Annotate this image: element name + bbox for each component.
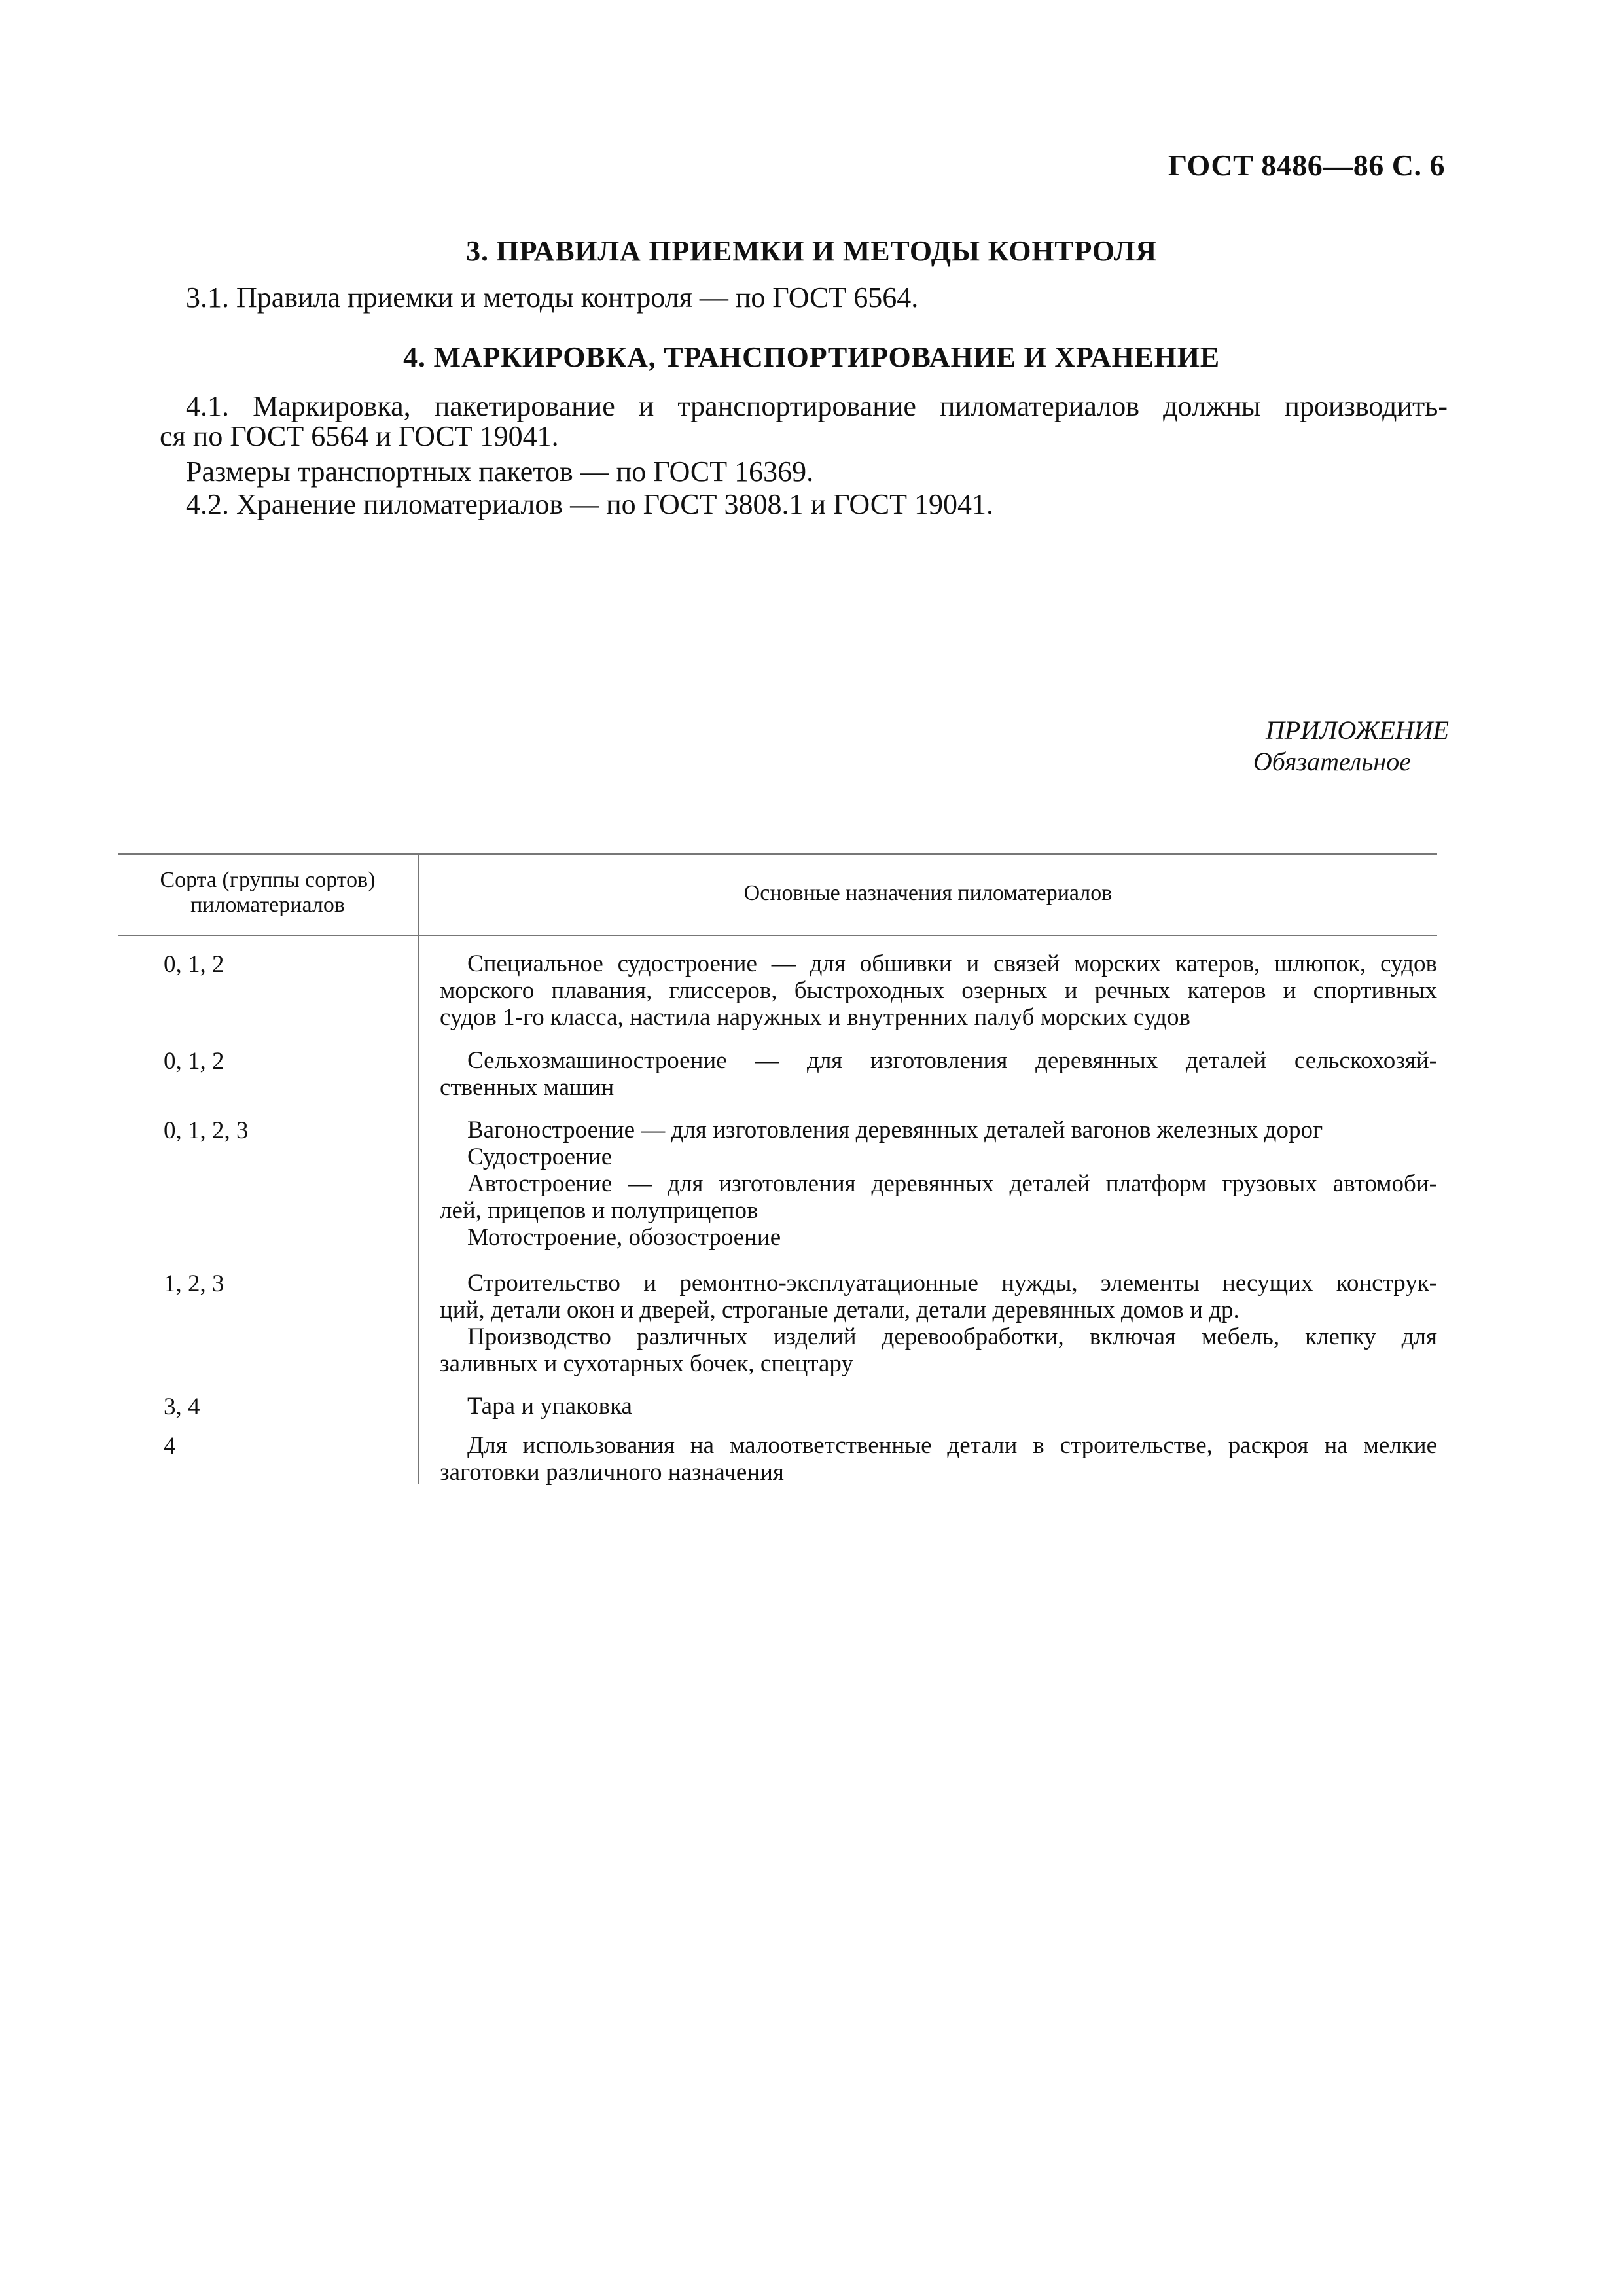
table-row-4-purpose-line-3: Производство различных изделий деревообработки, включая мебель, клепку для [467, 1323, 1437, 1350]
table-row-2-purpose [440, 1047, 1437, 1101]
table-header-grades-line-1: Сорта (группы сортов) [160, 868, 376, 892]
table-row-6-purpose [440, 1432, 1437, 1486]
table-row-1-purpose-line-1: Специальное судостроение — для обшивки и связей морских катеров, шлюпок, судов [467, 950, 1437, 977]
table-row-4-purpose [440, 1270, 1437, 1377]
paragraph-4-1-line-3: Размеры транспортных пакетов — по ГОСТ 16369. [186, 456, 814, 488]
table-row-4-grades: 1, 2, 3 [164, 1270, 224, 1297]
table-row-4-purpose-line-1: Строительство и ремонтно-эксплуатационные нужды, элементы несущих конструк- [467, 1270, 1437, 1297]
table-row-6-purpose-line-1: Для использования на малоответственные детали в строительстве, раскроя на мелкие [467, 1432, 1437, 1459]
section-4-title: 4. МАРКИРОВКА, ТРАНСПОРТИРОВАНИЕ И ХРАНЕНИЕ [403, 341, 1220, 373]
table-row-3-purpose-line-2: Судостроение [467, 1143, 613, 1170]
table-row-2-purpose-line-2: ственных машин [440, 1074, 615, 1101]
table-row-6-purpose-line-2: заготовки различного назначения [440, 1459, 784, 1486]
table-header-rule [118, 935, 1437, 936]
paragraph-4-1-line-1: 4.1. Маркировка, пакетирование и транспортирование пиломатериалов должны производить- [186, 390, 1448, 422]
table-row-3-purpose-line-4: лей, прицепов и полуприцепов [440, 1197, 758, 1224]
table-row-3-purpose [440, 1117, 1437, 1251]
table-row-3-purpose-line-1: Вагоностроение — для изготовления деревянных деталей вагонов железных дорог [467, 1117, 1323, 1143]
paragraph-4-2: 4.2. Хранение пиломатериалов — по ГОСТ 3808.1 и ГОСТ 19041. [186, 488, 993, 520]
table-row-1-grades: 0, 1, 2 [164, 951, 224, 978]
table-header-grades [118, 868, 418, 918]
table-header-purpose: Основные назначения пиломатериалов [743, 881, 1113, 905]
table-header-grades-line-2: пиломатериалов [190, 893, 345, 917]
table-row-1-purpose-line-3: судов 1-го класса, настила наружных и внутренних палуб морских судов [440, 1004, 1190, 1031]
table-row-2-grades: 0, 1, 2 [164, 1048, 224, 1075]
table-row-3-grades: 0, 1, 2, 3 [164, 1117, 249, 1144]
table-row-3-purpose-line-3: Автостроение — для изготовления деревянных деталей платформ грузовых автомоби- [467, 1170, 1437, 1197]
table-row-1-purpose-line-2: морского плавания, глиссеров, быстроходных озерных и речных катеров и спортивных [440, 977, 1437, 1004]
table-row-4-purpose-line-2: ций, детали окон и дверей, строганые детали, детали деревянных домов и др. [440, 1297, 1240, 1323]
table-column-divider [418, 853, 419, 1484]
table-row-2-purpose-line-1: Сельхозмашиностроение — для изготовления деревянных деталей сельскохозяй- [467, 1047, 1437, 1074]
table-row-5-grades: 3, 4 [164, 1393, 200, 1420]
paragraph-3-1: 3.1. Правила приемки и методы контроля — по ГОСТ 6564. [186, 281, 919, 314]
table-row-3-purpose-line-5: Мотостроение, обозостроение [467, 1224, 781, 1251]
table-row-6-grades: 4 [164, 1433, 176, 1460]
document-code: ГОСТ 8486—86 С. 6 [1168, 149, 1445, 182]
appendix-kind: Обязательное [1253, 747, 1411, 776]
table-row-4-purpose-line-4: заливных и сухотарных бочек, спецтару [440, 1350, 853, 1377]
appendix-label: ПРИЛОЖЕНИЕ [1266, 715, 1449, 745]
section-3-title: 3. ПРАВИЛА ПРИЕМКИ И МЕТОДЫ КОНТРОЛЯ [466, 235, 1157, 267]
table-top-rule [118, 853, 1437, 855]
table-row-5-purpose [440, 1393, 1437, 1420]
paragraph-4-1-line-2: ся по ГОСТ 6564 и ГОСТ 19041. [160, 420, 559, 452]
table-row-5-purpose-line-1: Тара и упаковка [467, 1393, 632, 1420]
table-row-1-purpose [440, 950, 1437, 1031]
